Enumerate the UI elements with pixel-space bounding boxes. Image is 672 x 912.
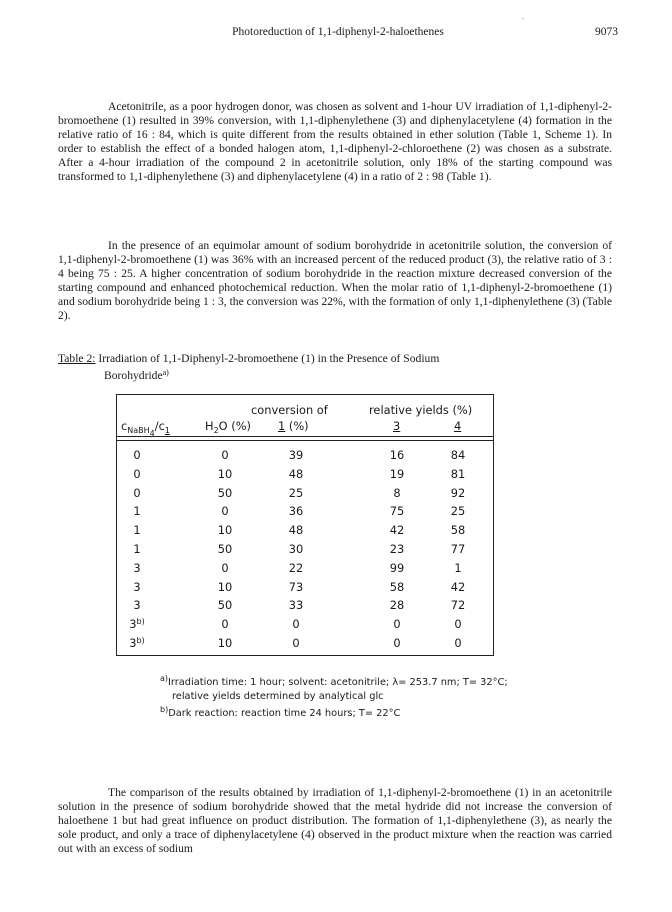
cell-yield-3-value: 42 (389, 523, 405, 538)
cell-yield-4-value: 92 (450, 485, 466, 500)
cell-conversion (274, 598, 318, 612)
cell-yield-4 (436, 542, 480, 556)
header-ratio-nabh: NaBH (127, 426, 150, 435)
cell-conversion (274, 448, 318, 462)
footnote-b-line1: Dark reaction: reaction time 24 hours; T= 22°C (168, 708, 401, 719)
dark-reaction-mark: b) (136, 636, 145, 645)
footnote-a-line2: relative yields determined by analytical glc (172, 690, 384, 702)
cell-water (203, 617, 247, 631)
cell-yield-4 (436, 467, 480, 481)
cell-conversion (274, 617, 318, 631)
cell-conversion (274, 523, 318, 537)
cell-conversion-value: 0 (292, 617, 300, 632)
cell-water (203, 561, 247, 575)
cell-yield-3-value: 28 (389, 598, 405, 613)
cell-water (203, 467, 247, 481)
cell-yield-4 (436, 523, 480, 537)
cell-molar-ratio-value: 1 (133, 523, 141, 538)
cell-molar-ratio-value: 3 (133, 579, 141, 594)
cell-water-value: 0 (221, 560, 229, 575)
header-rule-1 (117, 436, 493, 437)
cell-yield-4-value: 25 (450, 504, 466, 519)
header-water-h: H (205, 419, 214, 433)
cell-water (203, 542, 247, 556)
cell-conversion-value: 73 (288, 579, 304, 594)
cell-conversion (274, 504, 318, 518)
cell-yield-3 (375, 561, 419, 575)
cell-yield-4-value: 77 (450, 542, 466, 556)
cell-molar-ratio-value: 3 (133, 560, 141, 575)
cell-yield-3 (375, 580, 419, 594)
cell-molar-ratio (115, 523, 159, 537)
speck-mark: . (522, 12, 524, 21)
cell-molar-ratio-value: 0 (133, 466, 141, 481)
header-rule-2 (117, 440, 493, 441)
cell-water-value: 0 (221, 448, 229, 462)
dark-reaction-mark: b) (136, 617, 145, 627)
cell-yield-3-value: 16 (389, 448, 405, 462)
cell-water (203, 523, 247, 537)
cell-yield-3-value: 75 (389, 504, 405, 519)
cell-water-value: 0 (221, 617, 229, 632)
cell-molar-ratio (115, 542, 159, 556)
header-conversion-unit: (%) (288, 419, 309, 433)
cell-yield-3-value: 0 (393, 636, 401, 650)
cell-yield-3-value: 0 (393, 617, 401, 632)
page-number: 9073 (595, 26, 618, 38)
cell-yield-3 (375, 542, 419, 556)
cell-yield-4-value: 42 (450, 579, 466, 594)
cell-yield-3-value: 23 (389, 542, 405, 556)
footnote-b (160, 705, 401, 719)
cell-yield-3 (375, 636, 419, 650)
cell-water (203, 580, 247, 594)
cell-yield-4 (436, 561, 480, 575)
cell-conversion-value: 22 (288, 560, 304, 575)
cell-yield-4-value: 0 (454, 617, 462, 632)
header-conversion-line2 (278, 419, 309, 433)
cell-molar-ratio (115, 448, 159, 462)
cell-molar-ratio-value: 1 (133, 504, 141, 519)
cell-yield-4-value: 72 (450, 598, 466, 613)
cell-yield-4-value: 1 (454, 560, 462, 575)
cell-yield-4 (436, 598, 480, 612)
cell-conversion-value: 30 (288, 542, 304, 556)
cell-molar-ratio (115, 561, 159, 575)
cell-water-value: 50 (217, 598, 233, 613)
header-ratio-c: c (121, 419, 128, 433)
table-caption (58, 352, 612, 383)
header-yield-4: 4 (454, 419, 462, 433)
cell-water (203, 598, 247, 612)
cell-yield-4 (436, 504, 480, 518)
cell-conversion-value: 33 (288, 598, 304, 613)
cell-yield-3 (375, 448, 419, 462)
header-yield-3: 3 (393, 419, 401, 433)
cell-yield-3-value: 58 (389, 579, 405, 594)
table-caption-line2 (58, 366, 612, 383)
cell-water-value: 50 (217, 542, 233, 556)
header-ratio-1: 1 (164, 426, 170, 435)
cell-yield-4-value: 81 (450, 466, 466, 481)
cell-molar-ratio-value: 3 (133, 598, 141, 613)
cell-conversion (274, 542, 318, 556)
cell-water-value: 10 (217, 466, 233, 481)
cell-molar-ratio-value: 1 (133, 542, 141, 556)
cell-conversion-value: 36 (288, 504, 304, 519)
cell-yield-3-value: 19 (389, 466, 405, 481)
cell-yield-4 (436, 448, 480, 462)
header-water (205, 419, 251, 435)
table-caption-text: Irradiation of 1,1-Diphenyl-2-bromoethene (1) in the Presence of Sodium (98, 352, 440, 365)
cell-conversion-value: 39 (288, 448, 304, 462)
cell-yield-3 (375, 523, 419, 537)
paragraph-acetonitrile: Acetonitrile, as a poor hydrogen donor, was chosen as solvent and 1-hour UV irradiation of 1,1-diphenyl-2-bromoethene (1) resulted in 39% conversion, with 1,1-diphenylethene (3) and diphenylacetylene (4) formation in the relative ratio of 16 : 84, which is quite different from the results obtained in ether solution (Table 1, Scheme 1). In order to establish the effect of a bonded halogen atom, 1,1-diphenyl-2-chloroethene (2) was chosen as a substrate. After a 4-hour irradiation of the compound 2 in acetonitrile solution, only 18% of the starting compound was transformed to 1,1-diphenylethene (3) and diphenylacetylene (4) in a ratio of 2 : 98 (Table 1). (58, 100, 612, 184)
cell-water (203, 448, 247, 462)
cell-water (203, 486, 247, 500)
cell-conversion-value: 0 (292, 636, 300, 650)
cell-yield-3 (375, 467, 419, 481)
cell-water (203, 636, 247, 650)
cell-water-value: 10 (217, 636, 233, 650)
paragraph-borohydride: In the presence of an equimolar amount of sodium borohydride in acetonitrile solution, the conversion of 1,1-diphenyl-2-bromoethene (1) was 36% with an increased percent of the reduced product (3), the relative ratio of 3 : 4 being 75 : 25. A higher concentration of sodium borohydride in the reaction mixture decreased conversion of the starting compound and enhanced photochemical reduction. When the molar ratio of 1,1-diphenyl-2-bromoethene (1) and sodium borohydride being 1 : 3, the conversion was 22%, with the formation of only 1,1-diphenylethene (3) (Table 2). (58, 239, 612, 323)
cell-water-value: 10 (217, 579, 233, 594)
footnote-a-mark: a) (160, 674, 169, 683)
cell-molar-ratio (115, 580, 159, 594)
results-table (116, 394, 494, 656)
cell-molar-ratio (115, 486, 159, 500)
cell-yield-4-value: 0 (454, 636, 462, 650)
cell-molar-ratio-value: 0 (133, 485, 141, 500)
cell-molar-ratio (115, 617, 159, 631)
cell-water-value: 50 (217, 485, 233, 500)
cell-yield-3 (375, 504, 419, 518)
cell-molar-ratio-value: 3 (129, 617, 137, 632)
footnote-b-mark: b) (160, 705, 169, 714)
caption-footnote-mark: a) (162, 368, 169, 377)
header-relative-yields: relative yields (%) (369, 403, 473, 417)
cell-yield-4 (436, 580, 480, 594)
cell-conversion (274, 636, 318, 650)
cell-yield-4 (436, 636, 480, 650)
cell-conversion (274, 580, 318, 594)
cell-molar-ratio (115, 504, 159, 518)
running-title: Photoreduction of 1,1-diphenyl-2-haloethenes (232, 26, 444, 38)
header-ratio-slash: /c (154, 419, 165, 433)
cell-yield-3 (375, 598, 419, 612)
cell-conversion (274, 467, 318, 481)
cell-yield-4 (436, 617, 480, 631)
cell-yield-4 (436, 486, 480, 500)
cell-yield-3-value: 99 (389, 560, 405, 575)
header-water-unit: O (%) (218, 419, 251, 433)
cell-molar-ratio (115, 636, 159, 650)
cell-molar-ratio-value: 3 (129, 636, 137, 650)
paragraph-comparison: The comparison of the results obtained by irradiation of 1,1-diphenyl-2-bromoethene (1) in an acetonitrile solution in the presence of sodium borohydride showed that the metal hydride did not increase the conversion of haloethene 1 but had great influence on product distribution. The formation of 1,1-diphenylethene (3), as nearly the sole product, and only a trace of diphenylacetylene (4) observed in the product mixture when the reaction was carried out with an excess of sodium (58, 786, 612, 856)
cell-conversion-value: 25 (288, 485, 304, 500)
cell-yield-4-value: 84 (450, 448, 466, 462)
header-conversion-line1: conversion of (251, 403, 328, 417)
header-conversion-compound: 1 (278, 419, 286, 433)
cell-yield-3 (375, 617, 419, 631)
cell-conversion (274, 561, 318, 575)
cell-molar-ratio (115, 598, 159, 612)
cell-molar-ratio (115, 467, 159, 481)
cell-yield-4-value: 58 (450, 523, 466, 538)
footnote-a-line1: Irradiation time: 1 hour; solvent: acetonitrile; λ= 253.7 nm; T= 32°C; (168, 677, 508, 688)
caption-line2-text: Borohydride (104, 369, 163, 382)
table-footnotes (160, 672, 600, 721)
cell-molar-ratio-value: 0 (133, 448, 141, 462)
cell-water-value: 0 (221, 504, 229, 519)
cell-water-value: 10 (217, 523, 233, 538)
cell-yield-3 (375, 486, 419, 500)
cell-conversion-value: 48 (288, 466, 304, 481)
cell-water (203, 504, 247, 518)
cell-conversion (274, 486, 318, 500)
header-ratio-4: 4 (149, 429, 155, 438)
header-water-2: 2 (213, 426, 219, 435)
table-label: Table 2: (58, 352, 96, 365)
cell-conversion-value: 48 (288, 523, 304, 538)
cell-yield-3-value: 8 (393, 485, 401, 500)
footnote-a (160, 674, 508, 688)
